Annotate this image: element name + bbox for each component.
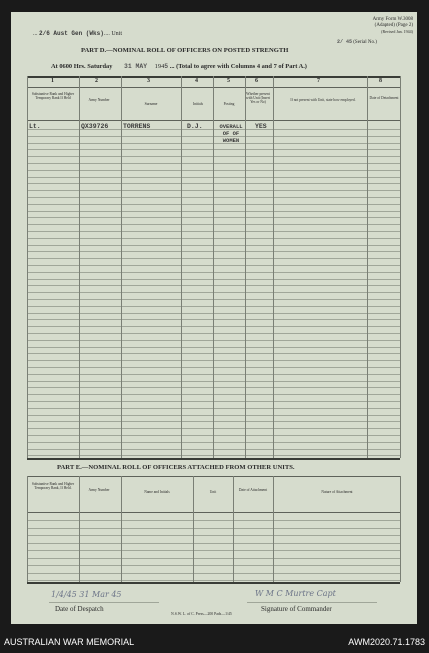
part-d-title: PART D.—NOMINAL ROLL OF OFFICERS ON POSTED STRENGTH (81, 47, 289, 54)
column-divider (79, 476, 80, 582)
column-divider (245, 76, 246, 458)
form-row-line (27, 543, 400, 544)
column-divider (367, 76, 368, 458)
row-surname: TORRENS (123, 123, 151, 130)
form-row-line (27, 580, 400, 581)
column-divider (273, 476, 274, 582)
form-row-line (27, 573, 400, 574)
column-divider (121, 76, 122, 458)
col-header-detachment: Date of Detachment (369, 96, 399, 100)
e-header-unit: Unit (209, 490, 217, 494)
commander-line (247, 602, 377, 603)
column-divider (273, 76, 274, 458)
form-row-line (27, 558, 400, 559)
e-header-rank: Substantive Rank and Higher Temporary Rank, If Held. (31, 482, 75, 490)
e-header-date: Date of Attachment (238, 488, 268, 492)
date-line: At 0600 Hrs. Saturday 31 MAY 1945 ... (Total to agree with Columns 4 and 7 of Part A.) (51, 63, 307, 70)
column-divider (27, 76, 28, 458)
col-number-8: 8 (379, 78, 382, 84)
serial-number: 2/ 45 (Serial No.) (337, 39, 377, 45)
column-divider (193, 476, 194, 582)
col-header-surname: Surname (144, 102, 158, 106)
form-row-line (27, 535, 400, 536)
col-header-rank: Substantive Rank and Higher Temporary Rank If Held (31, 92, 75, 100)
col-header-posting: Posting (223, 102, 235, 106)
part-e-header-rule (27, 512, 400, 513)
col-header-initials: Initials (193, 102, 203, 106)
unit-typed: 2/6 Aust Gen (Wks) (39, 30, 104, 37)
col-number-3: 3 (147, 78, 150, 84)
form-row-line (27, 528, 400, 529)
row-posting: OVERALL OF OF WOMEN (219, 123, 243, 144)
despatch-handwriting: 1/4/45 31 Mar 45 (51, 590, 122, 599)
part-d-bottom-rule (27, 458, 400, 460)
row-rank: Lt. (29, 123, 41, 130)
form-row-line (27, 565, 400, 566)
row-present: YES (255, 123, 267, 130)
unit-line: ... 2/6 Aust Gen (Wks).... Unit (33, 30, 122, 37)
e-header-name: Name and Initials (144, 490, 170, 494)
form-row-line (27, 550, 400, 551)
row-initials: D.J. (187, 123, 203, 130)
commander-label: Signature of Commander (261, 605, 332, 613)
part-e-title: PART E.—NOMINAL ROLL OF OFFICERS ATTACHED FROM OTHER UNITS. (57, 464, 295, 471)
despatch-label: Date of Despatch (55, 605, 104, 613)
column-divider (233, 476, 234, 582)
col-number-5: 5 (227, 78, 230, 84)
e-header-army-number: Army Number (88, 488, 110, 492)
column-divider (400, 476, 401, 582)
part-e-top-rule (27, 476, 400, 477)
printer-note: N.S.W. L. of C. Press—200 Pads—1/45 (171, 612, 232, 616)
column-divider (213, 76, 214, 458)
column-divider (79, 76, 80, 458)
archive-footer (0, 632, 429, 653)
e-header-nature: Nature of Attachment (321, 490, 353, 494)
col-header-employment: If not present with Unit, state how employed. (290, 98, 356, 102)
col-header-army-number: Army Number (88, 98, 110, 102)
column-divider (121, 476, 122, 582)
document-sheet (11, 12, 417, 624)
despatch-line (49, 602, 159, 603)
footer-institution: AUSTRALIAN WAR MEMORIAL (4, 637, 135, 647)
part-e-bottom-rule (27, 582, 400, 584)
col-number-4: 4 (195, 78, 198, 84)
column-divider (181, 76, 182, 458)
row-army-number: QX39726 (81, 123, 109, 130)
col-number-6: 6 (255, 78, 258, 84)
column-divider (400, 76, 401, 458)
column-divider (27, 476, 28, 582)
col-number-1: 1 (51, 78, 54, 84)
form-reference: Army Form W.3008 (Adapted) (Page 2) (Revised Jan. 1944) (372, 17, 413, 34)
col-number-7: 7 (317, 78, 320, 84)
col-number-2: 2 (95, 78, 98, 84)
form-row-line (27, 520, 400, 521)
commander-signature: W M C Murtre Capt (255, 589, 336, 598)
footer-accession: AWM2020.71.1783 (348, 637, 425, 647)
date-typed: 31 MAY (124, 63, 148, 70)
col-header-present: Whether present with Unit (Insert Yes or No) (246, 92, 270, 104)
